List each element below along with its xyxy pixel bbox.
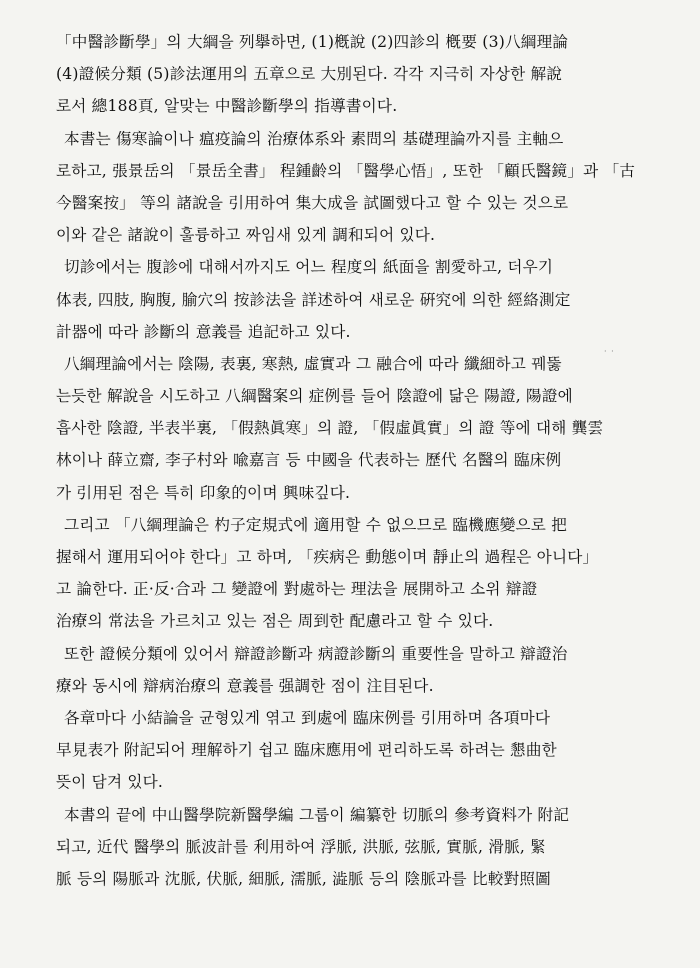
text-line: 今醫案按」 等의 諸說을 引用하여 集大成을 試圖했다고 할 수 있는 것으로	[56, 193, 569, 212]
text-line: 療와 동시에 辯病治療의 意義를 强調한 점이 注目된다.	[56, 676, 434, 695]
text-line: 는듯한 解說을 시도하고 八綱醫案의 症例를 들어 陰證에 닮은 陽證, 陽證에	[56, 387, 573, 406]
text-line: 本書는 傷寒論이나 瘟疫論의 治療体系와 素問의 基礎理論까지를 主軸으	[64, 129, 564, 148]
text-line: 本書의 끝에 中山醫學院新醫學編 그룹이 編纂한 切脈의 參考資料가 附記	[64, 805, 570, 824]
text-line: 또한 證候分類에 있어서 辯證診斷과 病證診斷의 重要性을 말하고 辯證治	[64, 644, 568, 663]
text-line: 八綱理論에서는 陰陽, 表裏, 寒熱, 虛實과 그 融合에 따라 纖細하고 꿰뚫	[64, 354, 562, 373]
text-line: 体表, 四肢, 胸腹, 腧穴의 按診法을 詳述하여 새로운 硏究에 의한 經絡測定	[56, 290, 571, 309]
text-line: 뜻이 담겨 있다.	[56, 773, 164, 792]
text-line: 早見表가 附記되어 理解하기 쉽고 臨床應用에 편리하도록 하려는 懇曲한	[56, 741, 557, 760]
text-line: (4)證候分類 (5)診法運用의 五章으로 大別된다. 각각 지극히 자상한 解說	[56, 65, 563, 84]
text-line: 握해서 運用되어야 한다」고 하며, 「疾病은 動態이며 靜止의 過程은 아니다」	[56, 548, 599, 566]
text-line: 脈 등의 陽脈과 沈脈, 伏脈, 細脈, 濡脈, 澁脈 등의 陰脈과를 比較對照圖	[56, 869, 551, 888]
body-text	[56, 26, 676, 895]
text-line: 林이나 薛立齋, 李子村와 喩嘉言 등 中國을 代表하는 歷代 名醫의 臨床例	[56, 451, 562, 470]
text-line: 로서 總188頁, 알맞는 中醫診斷學의 指導書이다.	[56, 97, 398, 116]
text-line: 로하고, 張景岳의 「景岳全書」 程鍾齡의 「醫學心悟」, 또한 「顧氏醫鏡」과 「古	[56, 161, 636, 180]
text-line: 計器에 따라 診斷의 意義를 追記하고 있다.	[56, 322, 351, 341]
text-line: 治療의 常法을 가르치고 있는 점은 周到한 配慮라고 할 수 있다.	[56, 612, 494, 631]
text-line: 고 論한다. 正·反·合과 그 變證에 對處하는 理法을 展開하고 소위 辯證	[56, 580, 538, 599]
text-line: 가 引用된 점은 특히 印象的이며 興味깊다.	[56, 483, 351, 502]
text-line: 「中醫診斷學」의 大綱을 列擧하면, (1)槪說 (2)四診의 槪要 (3)八綱理論	[56, 33, 569, 51]
text-line: 그리고 「八綱理論은 杓子定規式에 適用할 수 없으므로 臨機應變으로 把	[64, 515, 568, 534]
text-line: 切診에서는 腹診에 대해서까지도 어느 程度의 紙面을 割愛하고, 더우기	[64, 258, 554, 277]
text-line: 흡사한 陰證, 半表半裏, 「假熱眞寒」의 證, 「假虛眞實」의 證 等에 대해 龔雲	[56, 419, 604, 438]
text-line: 이와 같은 諸說이 훌륭하고 짜임새 있게 調和되어 있다.	[56, 226, 436, 245]
text-line: 各章마다 小結論을 균형있게 엮고 到處에 臨床例를 引用하며 各項마다	[64, 708, 551, 727]
text-line: 되고, 近代 醫學의 脈波計를 利用하여 浮脈, 洪脈, 弦脈, 實脈, 滑脈, 緊	[56, 837, 546, 856]
scan-speck: · ·	[604, 347, 615, 356]
